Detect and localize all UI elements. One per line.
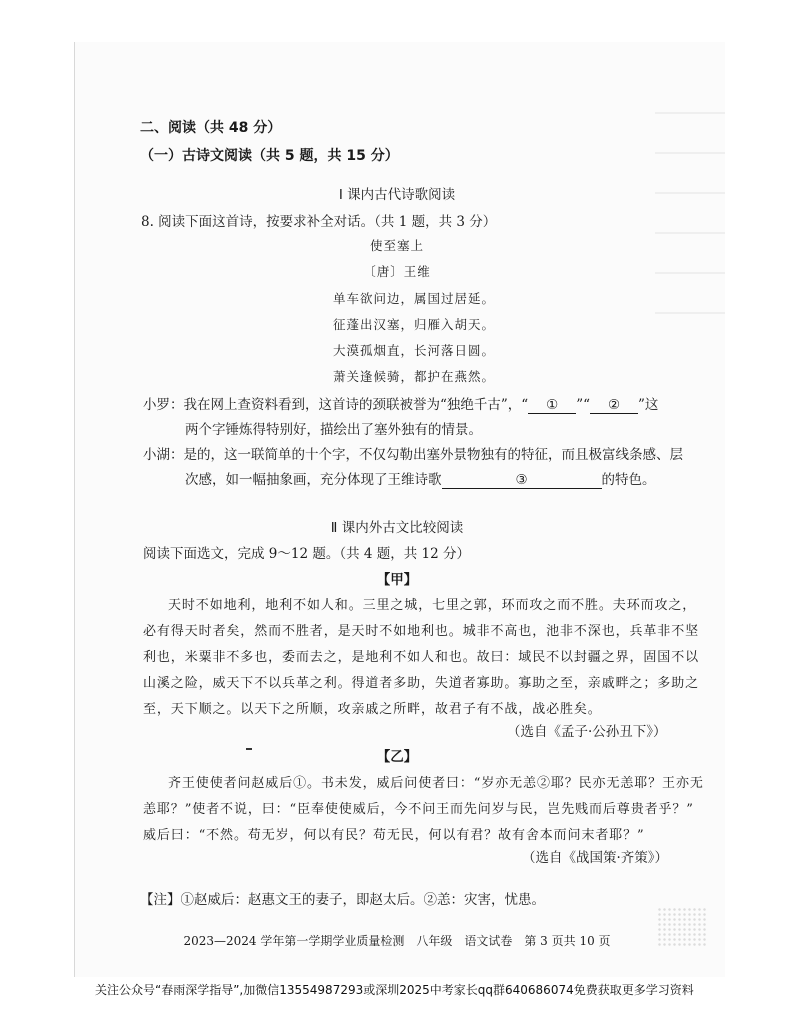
poem-line: 大漠孤烟直，长河落日圆。 [333,343,496,358]
poem-title: 使至塞上 [369,238,424,253]
dialog-text: ”“ [576,397,591,413]
dialog-xiaoluo-line2: 两个字锤炼得特别好，描绘出了塞外独有的情景。 [185,422,482,438]
part1-title: Ⅰ 课内古代诗歌阅读 [338,187,456,203]
question-8: 8. 阅读下面这首诗，按要求补全对话。（共 1 题，共 3 分） [141,214,497,230]
section-title: 二、阅读（共 48 分） [140,120,282,136]
passage-yi-line: 齐王使使者问赵威后①。书未发，威后问使者曰：“岁亦无恙②耶？民亦无恙耶？王亦无 [168,776,704,791]
page-footer: 2023—2024 学年第一学期学业质量检测 八年级 语文试卷 第 3 页共 10 页 [183,934,611,948]
passage-jia-source: （选自《孟子·公孙丑下》） [507,724,667,740]
answer-blank-3[interactable]: ③ [442,472,602,489]
dialog-text: 次感，如一幅抽象画，充分体现了王维诗歌 [185,472,442,488]
part2-title: Ⅱ 课内外古文比较阅读 [330,520,464,536]
passage-yi-label: 【乙】 [376,749,418,765]
passage-yi-line: 恙耶？”使者不说，曰：“臣奉使使威后，今不问王而先问岁与民，岂先贱而后尊贵者乎？” [143,802,694,817]
subsection-title: （一）古诗文阅读（共 5 题，共 15 分） [140,148,399,164]
bleed-through-marks [655,112,725,352]
watermark-banner: 关注公众号“春雨深学指导”,加微信13554987293或深圳2025中考家长qq群640686074免费获取更多学习资料 [95,983,694,997]
passage-jia-line: 必有得天时者矣，然而不胜者，是天时不如地利也。城非不高也，池非不深也，兵革非不坚 [143,624,700,639]
dialog-text: 小罗：我在网上查资料看到，这首诗的颈联被誉为“独绝千古”，“ [143,397,529,413]
annotation-note: 【注】①赵威后：赵惠文王的妻子，即赵太后。②恙：灾害，忧患。 [140,892,545,908]
passage-jia-label: 【甲】 [376,572,418,588]
dialog-xiaoluo-line1 [143,393,658,414]
passage-jia-line: 山溪之险，威天下不以兵革之利。得道者多助，失道者寡助。寡助之至，亲戚畔之；多助之 [143,676,700,691]
passage-jia-line: 至，天下顺之。以天下之所顺，攻亲戚之所畔，故君子有不战，战必胜矣。 [143,702,602,717]
poem-line: 单车欲问边，属国过居延。 [333,291,496,306]
dialog-text: ”这 [638,397,659,413]
passage-jia-line: 利也，米粟非不多也，委而去之，是地利不如人和也。故曰：域民不以封疆之界，固国不以 [143,650,700,665]
poem-line: 征蓬出汉塞，归雁入胡天。 [333,317,496,332]
dialog-xiaohu-line2 [185,468,656,489]
answer-blank-2[interactable]: ② [590,397,638,414]
dialog-xiaohu-line1: 小湖：是的，这一联简单的十个字，不仅勾勒出塞外景物独有的特征，而且极富线条感、层 [143,447,683,463]
passage-yi-line: 威后曰：“不然。苟无岁，何以有民？苟无民，何以有君？故有舍本而问末者耶？” [143,828,645,843]
poem-author: 〔唐〕王维 [363,264,431,279]
part2-question: 阅读下面选文，完成 9～12 题。（共 4 题，共 12 分） [143,546,471,562]
passage-yi-source: （选自《战国策·齐策》） [522,850,669,866]
passage-jia-line: 天时不如地利，地利不如人和。三里之城，七里之郭，环而攻之而不胜。夫环而攻之， [168,598,697,613]
answer-blank-1[interactable]: ① [528,397,576,414]
poem-line: 萧关逢候骑，都护在燕然。 [333,369,496,384]
dialog-text: 的特色。 [601,472,656,488]
